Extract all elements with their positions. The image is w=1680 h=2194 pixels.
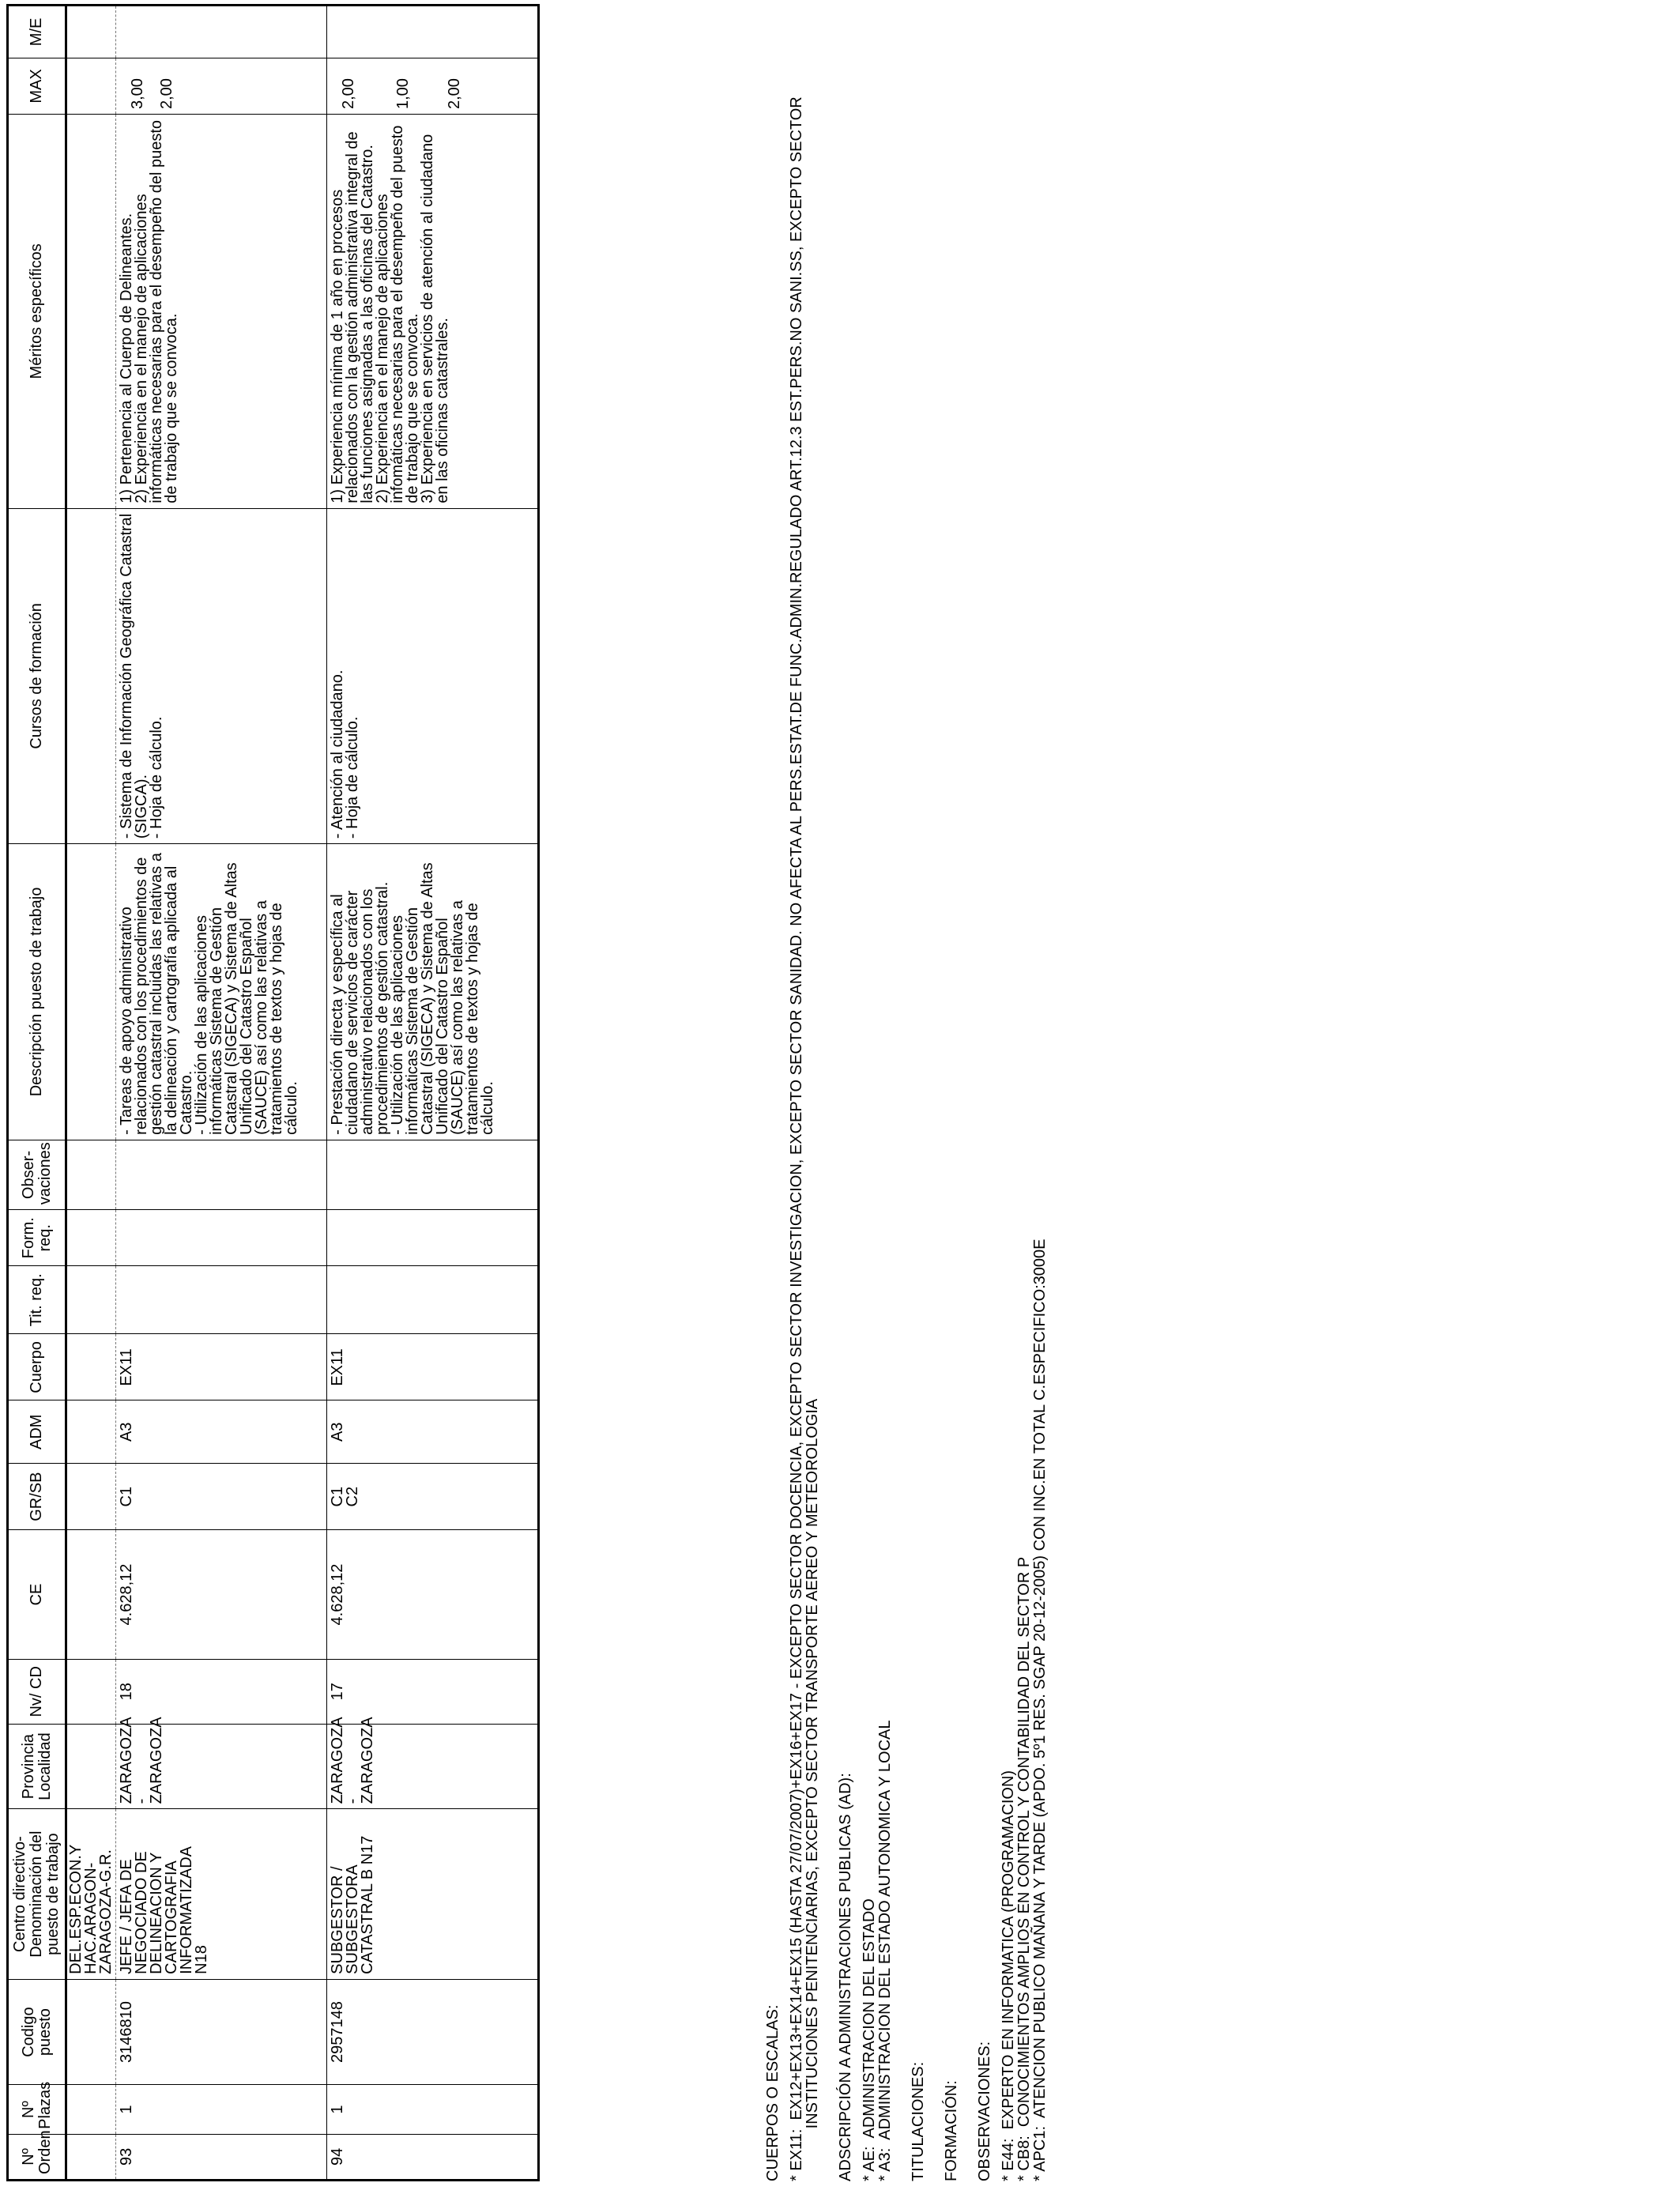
ce-cell: 4.628,12 <box>327 1530 539 1660</box>
descripcion-cell: - Prestación directa y específica al ciudadano de servicios de carácter administrativo relacionados con los procedimientos de gestión catastral. - Utilización de las aplicaciones informáticas Sistema de Gestión Catastral (SIGECA) y Sistema de Altas Unificado del Catastro Español (SAUCE) así como las relativas a tratamientos de textos y hojas de cálculo. <box>327 844 539 1140</box>
header-nivel: Nv/ CD <box>8 1659 66 1724</box>
denominacion-cell: SUBGESTOR / SUBGESTORA CATASTRAL B N17 <box>327 1809 539 1979</box>
observaciones-block <box>977 16 1048 2181</box>
header-provincia: Provincia Localidad <box>8 1724 66 1809</box>
meritos-cell: 1) Pertenencia al Cuerpo de Delineantes. 2) Experiencia en el manejo de aplicaciones informáticas necesarias para el desempeño del puesto de trabajo que se convoca. <box>116 115 327 509</box>
header-grsb: GR/SB <box>8 1464 66 1530</box>
plazas-cell: 1 <box>327 2085 539 2134</box>
max-value: 2,00 <box>340 78 357 109</box>
adscripcion-title: ADSCRIPCIÓN A ADMINISTRACIONES PUBLICAS (AD): <box>837 1773 854 2181</box>
titulaciones-title: TITULACIONES: <box>910 2061 927 2181</box>
header-me: M/E <box>8 6 66 58</box>
header-cursos: Cursos de formación <box>8 508 66 843</box>
header-orden: Nº Orden <box>8 2134 66 2180</box>
e44-line: * E44: EXPERTO EN INFORMATICA (PROGRAMACION) <box>1000 1770 1017 2181</box>
ce-cell: 4.628,12 <box>116 1530 327 1660</box>
cb8-line: * CB8: CONOCIMIENTOS AMPLIOS EN CONTROL Y CONTABILIDAD DEL SECTOR P <box>1015 1556 1033 2181</box>
denominacion-cell: JEFE / JEFA DE NEGOCIADO DE DELINEACION Y CARTOGRAFIA INFORMATIZADA N18 <box>116 1809 327 1979</box>
max-value: 2,00 <box>446 78 463 109</box>
cursos-cell: - Sistema de Información Geográfica Catastral (SIGCA). - Hoja de cálculo. <box>116 508 327 843</box>
orden-cell: 94 <box>327 2134 539 2180</box>
table-row <box>116 6 327 2181</box>
header-plazas: Nº Plazas <box>8 2085 66 2134</box>
cuerpos-line: * EX11: EX12+EX13+EX14+EX15 (HASTA 27/07/2007)+EX16+EX17 - EXCEPTO SECTOR DOCENCIA, EXCEPTO SECTOR INVESTIGACION, EXCEPTO SECTOR SANIDAD. NO AFECTA AL PERS.ESTAT.DE FUNC.ADMIN.REGULADO ART.12.3 EST.PERS.NO SANI.SS, EXCEPTO SECTOR <box>788 96 805 2181</box>
footnotes <box>765 16 1065 2181</box>
me-cell <box>116 6 327 58</box>
max-cell <box>327 58 539 114</box>
cuerpos-title: CUERPOS O ESCALAS: <box>764 2004 782 2181</box>
cuerpo-cell: EX11 <box>327 1334 539 1400</box>
cuerpos-line: INSTITUCIONES PENITENCIARIAS, EXCEPTO SECTOR TRANSPORTE AEREO Y METEOROLOGIA <box>804 1398 821 2181</box>
codigo-cell: 2957148 <box>327 1979 539 2085</box>
header-max: MAX <box>8 58 66 114</box>
cuerpo-cell: EX11 <box>116 1334 327 1400</box>
tit-cell <box>116 1266 327 1334</box>
provincia-cell: ZARAGOZA - ZARAGOZA <box>327 1724 539 1809</box>
apc1-line: * APC1: ATENCION PUBLICO MAÑANA Y TARDE (APDO. 5º1 RES. SGAP 20-12-2005) CON INC.EN TOTAL C.ESPECIFICO:3000E <box>1031 1238 1049 2181</box>
provincia-cell: ZARAGOZA - ZARAGOZA <box>116 1724 327 1809</box>
cuerpos-block <box>765 16 820 2181</box>
header-cuerpo: Cuerpo <box>8 1334 66 1400</box>
cursos-cell: - Atención al ciudadano. - Hoja de cálculo. <box>327 508 539 843</box>
organization-row <box>66 6 116 2181</box>
max-value: 3,00 <box>129 78 146 109</box>
adm-cell: A3 <box>116 1400 327 1464</box>
adscripcion-block <box>838 16 893 2181</box>
a3-line: * A3: ADMINISTRACION DEL ESTADO AUTONOMICA Y LOCAL <box>876 1720 894 2181</box>
header-row <box>8 6 66 2181</box>
orden-cell: 93 <box>116 2134 327 2180</box>
max-cell <box>116 58 327 114</box>
adm-cell: A3 <box>327 1400 539 1464</box>
header-meritos: Méritos específicos <box>8 115 66 509</box>
meritos-cell: 1) Experiencia mínima de 1 año en procesos relacionados con la gestión administrativa integral de las funciones asignadas a las oficinas del Catastro. 2) Experiencia en el manejo de aplicaciones infomáticas necesarias para el desempeño del puesto de trabajo que se convoca. 3) Experiencia en servicios de atención al ciudadano en las oficinas catastrales. <box>327 115 539 509</box>
plazas-cell: 1 <box>116 2085 327 2134</box>
table-row <box>327 6 539 2181</box>
grsb-cell: C1 <box>116 1464 327 1530</box>
formacion-title: FORMACIÓN: <box>943 2080 960 2181</box>
header-adm: ADM <box>8 1400 66 1464</box>
max-value: 2,00 <box>158 78 175 109</box>
obs-cell <box>327 1140 539 1209</box>
header-centro: Centro directivo-Denominación del puesto de trabajo <box>8 1809 66 1979</box>
nivel-cell: 18 <box>116 1659 327 1724</box>
grsb-cell: C1 C2 <box>327 1464 539 1530</box>
header-ce: CE <box>8 1530 66 1660</box>
max-value: 1,00 <box>394 78 412 109</box>
tit-cell <box>327 1266 539 1334</box>
organization-name: DEL.ESP.ECON.Y HAC.ARAGON-ZARAGOZA-G.R. <box>66 1809 116 1979</box>
descripcion-cell: - Tareas de apoyo administrativo relacionados con los procedimientos de gestión catastral incluidas las relativas a la delineación y cartografía aplicada al Catastro. - Utilización de las aplicaciones informáticas Sistema de Gestión Catastral (SIGECA) y Sistema de Altas Unificado del Catastro Español (SAUCE) así como las relativas a tratamientos de textos y hojas de cálculo. <box>116 844 327 1140</box>
positions-table <box>6 4 540 2181</box>
form-cell <box>116 1210 327 1266</box>
header-codigo: Codigo puesto <box>8 1979 66 2085</box>
header-obs: Obser-vaciones <box>8 1140 66 1209</box>
titulaciones-block <box>910 16 926 2181</box>
form-cell <box>327 1210 539 1266</box>
header-form: Form. req. <box>8 1210 66 1266</box>
obs-cell <box>116 1140 327 1209</box>
formacion-block <box>944 16 959 2181</box>
header-descripcion: Descripción puesto de trabajo <box>8 844 66 1140</box>
me-cell <box>327 6 539 58</box>
header-tit: Tit. req. <box>8 1266 66 1334</box>
codigo-cell: 3146810 <box>116 1979 327 2085</box>
nivel-cell: 17 <box>327 1659 539 1724</box>
ae-line: * AE: ADMINISTRACION DEL ESTADO <box>861 1898 878 2181</box>
observaciones-title: OBSERVACIONES: <box>976 2041 993 2181</box>
